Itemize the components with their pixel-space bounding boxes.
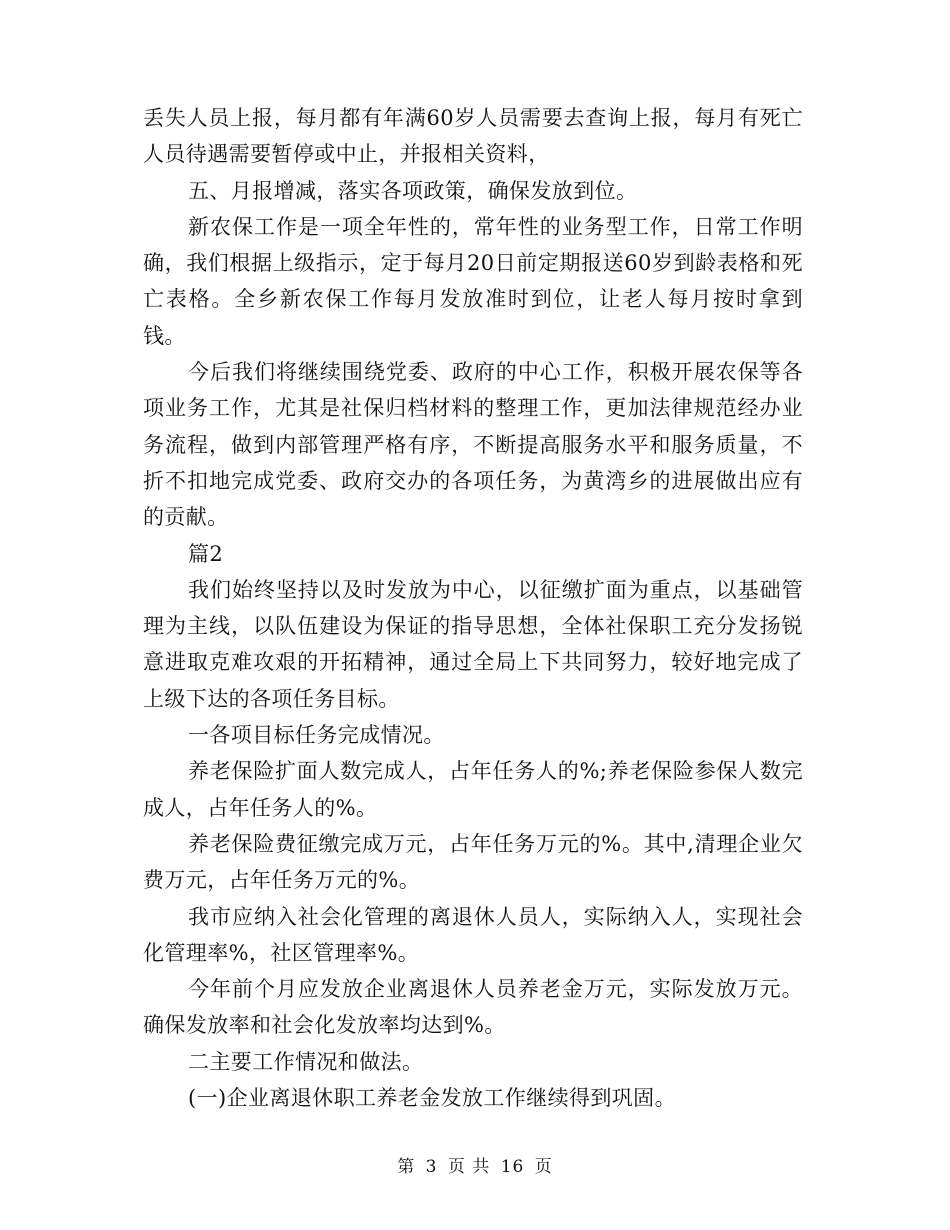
paragraph: 今后我们将继续围绕党委、政府的中心工作，积极开展农保等各项业务工作，尤其是社保归档材料的整理工作，更加法律规范经办业务流程，做到内部管理严格有序，不断提高服务水平和服务质量，不折不扣地完成党委、政府交办的各项任务，为黄湾乡的进展做出应有的贡献。 [143, 360, 803, 530]
footer-prefix: 第 [397, 1157, 416, 1177]
footer-middle: 页 共 [447, 1157, 491, 1177]
total-pages: 16 [500, 1157, 525, 1177]
section-heading: 二主要工作情况和做法。 [188, 1049, 424, 1074]
paragraph: (一)企业离退休职工养老金发放工作继续得到巩固。 [188, 1086, 676, 1111]
paragraph: 新农保工作是一项全年性的，常年性的业务型工作，日常工作明确，我们根据上级指示，定于每月20日前定期报送60岁到龄表格和死亡表格。全乡新农保工作每月发放准时到位，让老人每月按时拿到钱。 [143, 214, 803, 348]
document-body [143, 100, 803, 1116]
section-heading: 篇2 [188, 541, 224, 566]
section-heading: 一各项目标任务完成情况。 [188, 723, 445, 748]
paragraph: 丢失人员上报，每月都有年满60岁人员需要去查询上报，每月有死亡人员待遇需要暂停或中止，并报相关资料， [143, 106, 803, 167]
footer-suffix: 页 [534, 1157, 553, 1177]
page-footer [0, 1152, 950, 1177]
paragraph: 我们始终坚持以及时发放为中心，以征缴扩面为重点，以基础管理为主线，以队伍建设为保证的指导思想，全体社保职工充分发扬锐意进取克难攻艰的开拓精神，通过全局上下共同努力，较好地完成了上级下达的各项任务目标。 [143, 577, 803, 711]
paragraph: 养老保险费征缴完成万元，占年任务万元的%。其中,清理企业欠费万元，占年任务万元的%。 [143, 831, 803, 893]
current-page-number: 3 [425, 1157, 438, 1177]
paragraph: 养老保险扩面人数完成人，占年任务人的%;养老保险参保人数完成人，占年任务人的%。 [143, 759, 803, 820]
paragraph: 五、月报增减，落实各项政策，确保发放到位。 [188, 178, 638, 203]
paragraph: 我市应纳入社会化管理的离退休人员人，实际纳入人，实现社会化管理率%，社区管理率%。 [143, 904, 803, 965]
paragraph: 今年前个月应发放企业离退休人员养老金万元，实际发放万元。确保发放率和社会化发放率均达到%。 [143, 977, 803, 1038]
